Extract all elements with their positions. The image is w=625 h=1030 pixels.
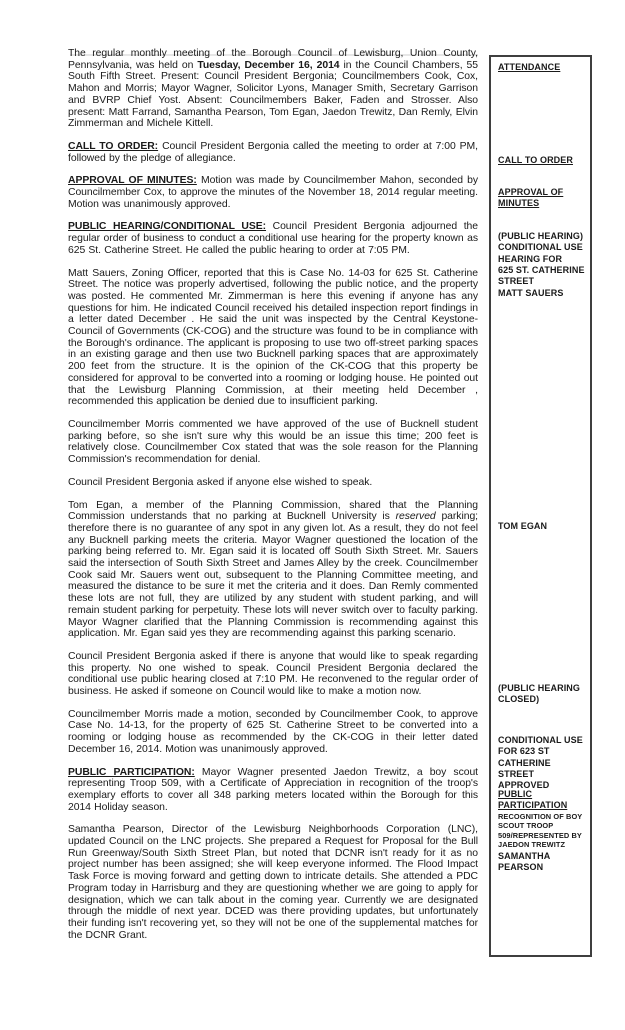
paragraph: [68, 419, 478, 466]
margin-note-approval-of-minutes: [498, 187, 588, 210]
text-run: Tom Egan, a member of the Planning Commission, shared that the Planning Commission understands that no parking at Bucknell University is: [68, 499, 478, 523]
text-run: Council President Bergonia adjourned the regular order of business to conduct a conditional use hearing for the property known as 625 St. Catherine Street. He called the public hearing to order at 7:05 PM.: [68, 221, 478, 256]
text-run: The regular monthly meeting of the Borough Council of Lewisburg, Union County, Pennsylvania, was held on: [68, 48, 478, 71]
margin-note-line: (PUBLIC HEARING: [498, 683, 580, 693]
paragraph: [68, 477, 478, 489]
margin-note-public-hearing-conditional-use: [498, 231, 588, 287]
margin-note-line: APPROVED: [498, 780, 550, 791]
margin-note-public-hearing-closed: [498, 683, 588, 706]
margin-note-subline: 509/REPRESENTED BY: [498, 830, 582, 840]
margin-note-line: CONDITIONAL USE: [498, 735, 583, 745]
margin-note-line: CALL TO ORDER: [498, 155, 573, 165]
paragraph: [68, 651, 478, 698]
paragraph: [68, 500, 478, 640]
margin-note-line: CATHERINE STREET: [498, 757, 551, 779]
paragraph: [68, 767, 478, 814]
paragraph: [68, 48, 478, 130]
margin-note-line: PARTICIPATION: [498, 800, 568, 811]
document-body: [68, 48, 478, 952]
text-run: Matt Sauers, Zoning Officer, reported that this is Case No. 14-03 for 625 St. Catherine Street. The notice was properly advertised, following the public notice, and the property was posted. He commented Mr. Zimmerman is here this evening if anyone has any questions for him. He indicated Council received his detailed inspection report findings in a letter dated December . He said the unit was inspected by the Central Keystone-Council of Governments (CK-COG) and the structure was found to be in compliance with the Borough's ordinance. The applicant is proposing to use two off-street parking spaces in an existing garage and then use two Bucknell parking spaces that are approximately 200 feet from the structure. It is the opinion of the CK-COG that this property be considered for approval to be converted into a rooming or lodging house. He pointed out that the Lewisburg Planning Commission, at their meeting held December , recommended this application be denied due to insufficient parking.: [68, 267, 478, 408]
text-run: Council President Bergonia called the meeting to order at 7:00 PM, followed by the pledge of allegiance.: [68, 140, 478, 164]
margin-note-subline: SCOUT TROOP: [498, 821, 554, 831]
paragraph: [68, 221, 478, 256]
text-run: CALL TO ORDER:: [68, 140, 159, 152]
text-run: Council President Bergonia asked if there is anyone that would like to speak regarding this property. No one wished to speak. Council President Bergonia declared the conditional use public hearing closed at 7:10 PM. He reconvened to the regular order of business. He asked if someone on Council would like to make a motion now.: [68, 650, 478, 698]
text-run: Motion was made by Councilmember Mahon, seconded by Councilmember Cox, to approve the minutes of the November 18, 2014 regular meeting. Motion was unanimously approved.: [68, 175, 478, 210]
text-run: PUBLIC HEARING/CONDITIONAL USE:: [68, 221, 267, 233]
margin-note-line: PUBLIC: [498, 789, 533, 799]
text-run: reserved: [395, 511, 436, 523]
paragraph: [68, 141, 478, 164]
text-run: PUBLIC PARTICIPATION:: [68, 766, 195, 778]
margin-note-call-to-order: [498, 155, 588, 166]
paragraph: [68, 709, 478, 756]
text-run: Mayor Wagner presented Jaedon Trewitz, a boy scout representing Troop 509, with a Certificate of Appreciation in recognition of the troop's exemplary efforts to cover all 348 parking meters located within the Borough for this 2014 Holiday season.: [68, 766, 479, 813]
margin-note-tom-egan: [498, 521, 588, 532]
margin-note-line: CLOSED): [498, 694, 540, 705]
margin-note-matt-sauers: [498, 288, 588, 299]
text-run: Councilmember Morris made a motion, seconded by Councilmember Cook, to approve Case No. 14-13, for the property of 625 St. Catherine Street to be converted into a rooming or lodging house as recommended by the CK-COG in their letter dated December 16, 2014. Motion was unanimously approved.: [68, 708, 478, 755]
margin-note-line: (PUBLIC HEARING): [498, 231, 584, 241]
margin-note-line: SAMANTHA: [498, 851, 551, 861]
text-run: in the Council Chambers, 55 South Fifth Street. Present: Council President Bergonia; Councilmembers Cook, Cox, Mahon and Morris; Mayor Wagner, Solicitor Lyons, Manager Smith, Secretary Garrison and BVRP Chief Yost. Absent: Councilmembers Baker, Faden and Strosser. Also present: Matt Farrand, Samantha Pearson, Tom Egan, Jaedon Trewitz, Dan Remly, Elvin Zimmerman and Michele Kittell.: [68, 59, 478, 130]
margin-note-line: MINUTES: [498, 198, 540, 209]
margin-note-public-participation: [498, 789, 588, 850]
text-run: APPROVAL OF MINUTES:: [68, 175, 197, 187]
paragraph: [68, 268, 478, 408]
margin-note-subline: JAEDON TREWITZ: [498, 840, 566, 850]
margin-note-line: HEARING FOR: [498, 253, 563, 264]
text-run: Council President Bergonia asked if anyone else wished to speak.: [68, 476, 373, 488]
margin-notes-panel: [489, 55, 592, 957]
text-run: Councilmember Morris commented we have approved of the use of Bucknell student parking before, so she isn't sure why this would be an issue this time; 200 feet is relatively close. Councilmember Cox stated that was the sole reason for the Planning Commission's recommendation for denial.: [68, 418, 478, 466]
margin-note-line: ATTENDANCE: [498, 62, 561, 72]
margin-note-line: FOR 623 ST: [498, 746, 550, 757]
margin-note-samantha-pearson: [498, 851, 588, 874]
margin-note-line: APPROVAL OF: [498, 187, 564, 197]
paragraph: [68, 175, 478, 210]
text-run: parking; therefore there is no guarantee of any spot in any given lot. As a result, they do not feel any Bucknell parking meets the criteria. Mayor Wagner questioned the location of the parking being referred to. Mr. Egan said it is located off South Sixth Street. Mr. Sauers said the intersection of South Sixth Street and James Alley by the creek. Councilmember Cook said Mr. Sauers went out, subsequent to the Planning Committee meeting, and measured the distance to be sure it met the criteria and it does. Dan Remly commented these lots are not full, they are utilized by any student with student parking, and will remain student parking for perpetuity. These lots will never switch over to faculty parking. Mayor Wagner clarified that the Planning Commission is recommending against this application. Mr. Egan said yes they are recommending against this parking scenario.: [68, 511, 479, 640]
margin-note-conditional-use-approved: [498, 735, 588, 791]
margin-note-line: TOM EGAN: [498, 521, 548, 531]
margin-note-line: STREET: [498, 276, 535, 287]
text-run: Samantha Pearson, Director of the Lewisburg Neighborhoods Corporation (LNC), updated Council on the LNC projects. She prepared a Request for Proposal for the Bull Run Greenway/South Sixth Street Plan, but noted that DCNR isn't ready for it as no project number has been assigned; she will keep everyone informed. The Flood Impact Task Force is moving forward and getting down to intricate details. She attended a PDC Program today in Harrisburg and they are questioning whether we are going to apply for designation, which we can talk about in the coming year. Currently we are designated through the middle of next year. DCED was there providing updates, but unfortunately their funding isn't recovering yet, so they will not be one of the supplemental matches for the DCNR Grant.: [68, 824, 478, 941]
paragraph: [68, 824, 478, 941]
margin-note-line: MATT SAUERS: [498, 288, 564, 298]
text-run: Tuesday, December 16, 2014: [197, 59, 340, 71]
margin-note-line: CONDITIONAL USE: [498, 242, 583, 253]
margin-note-line: PEARSON: [498, 862, 544, 873]
margin-note-line: 625 ST. CATHERINE: [498, 264, 585, 275]
margin-note-attendance: [498, 62, 588, 73]
margin-note-subline: RECOGNITION OF BOY: [498, 811, 583, 821]
